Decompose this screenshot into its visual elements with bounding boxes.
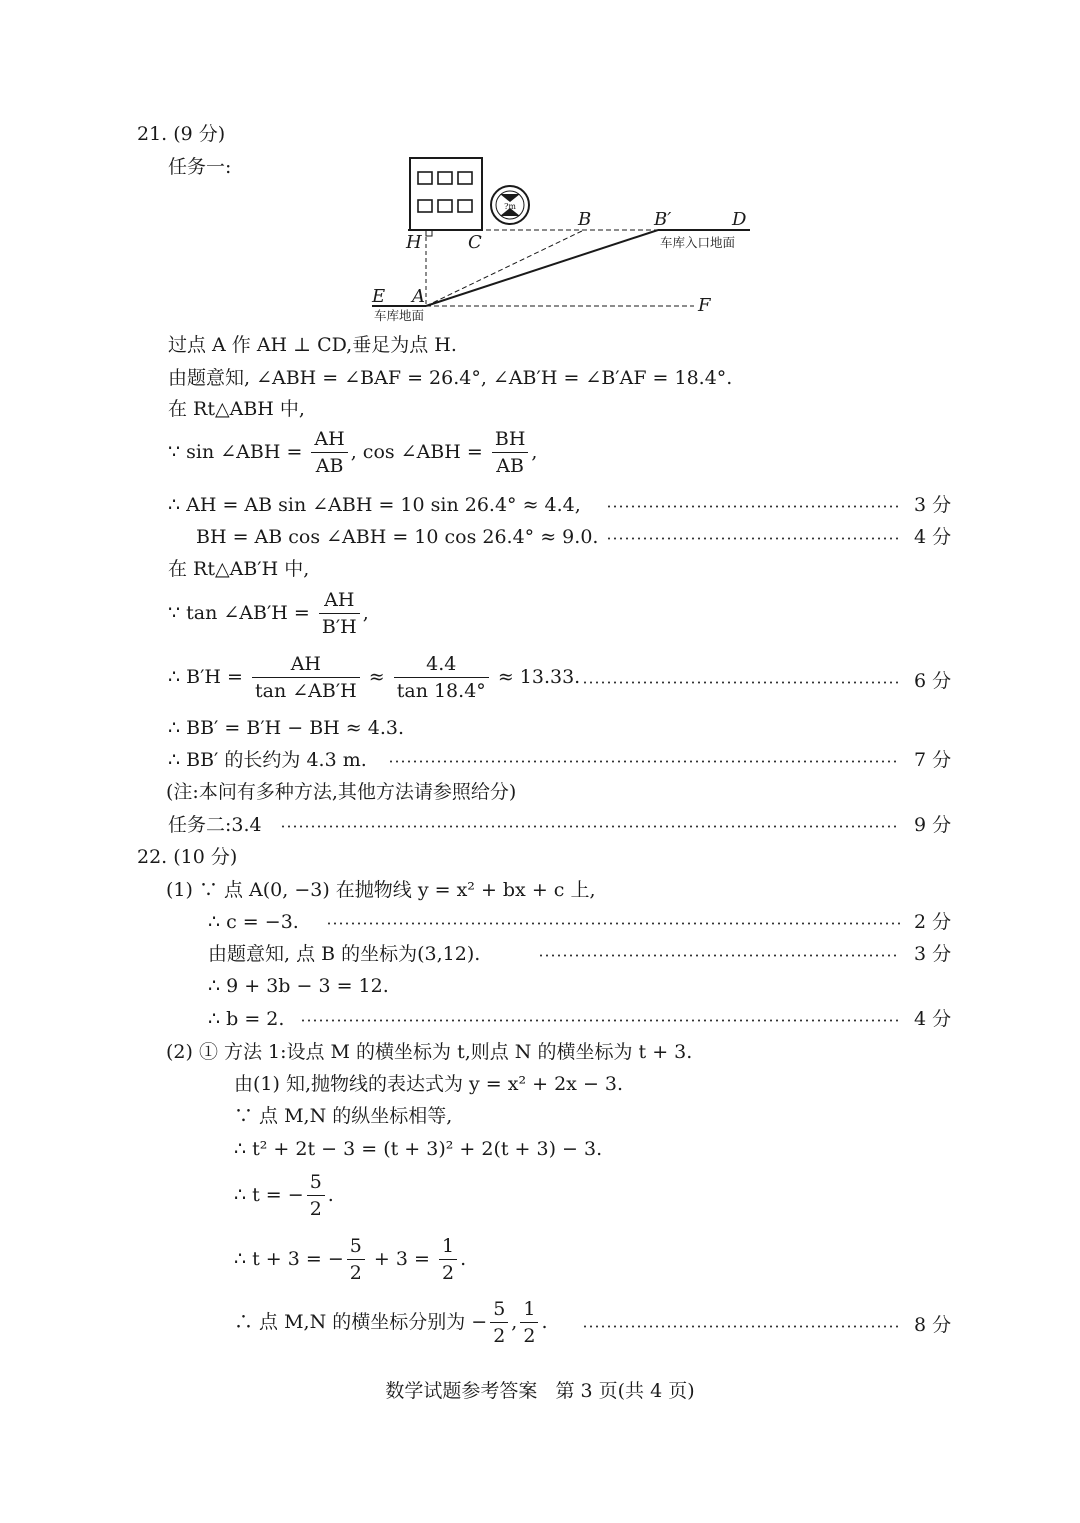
score-3b: 3 分 — [914, 943, 952, 965]
page-footer: 数学试题参考答案 第 3 页(共 4 页) — [385, 1380, 695, 1402]
q22-line9: ∴ t² + 2t − 3 = (t + 3)² + 2(t + 3) − 3. — [234, 1138, 603, 1160]
q22-line8: ∵ 点 M,N 的纵坐标相等, — [234, 1105, 453, 1127]
score-4: 4 分 — [914, 526, 952, 548]
q21-header: 21. (9 分) — [137, 123, 226, 145]
q22-line11 — [234, 1237, 466, 1283]
frac-num: 1 — [439, 1237, 457, 1260]
sign-label: ?m — [504, 202, 516, 211]
building — [410, 158, 482, 230]
q22-line11-a: ∴ t + 3 = − — [234, 1248, 344, 1270]
q22-line11-b: + 3 = — [373, 1248, 430, 1270]
q22-line5: ∴ b = 2. — [208, 1008, 285, 1030]
q21-note: (注:本问有多种方法,其他方法请参照给分) — [166, 781, 517, 803]
q21-line4 — [168, 430, 537, 476]
q21-line8-b: , — [362, 602, 369, 624]
fraction-ah-tan — [252, 655, 360, 701]
dot-leader — [300, 1019, 900, 1022]
label-c: C — [468, 232, 482, 253]
frac-num: AH — [311, 430, 347, 453]
frac-den: tan 18.4° — [396, 680, 486, 702]
score-9: 9 分 — [914, 814, 952, 836]
score-7: 7 分 — [914, 749, 952, 771]
frac-num: AH — [252, 655, 360, 678]
q22-line4: ∴ 9 + 3b − 3 = 12. — [208, 975, 389, 997]
fraction-ah-bprimeh — [319, 591, 360, 637]
fraction-5-2 — [307, 1173, 325, 1219]
q21-line11: ∴ BB′ 的长约为 4.3 m. — [168, 749, 367, 771]
q21-line8-a: ∵ tan ∠AB′H = — [168, 602, 310, 624]
score-3: 3 分 — [914, 494, 952, 516]
ramp-figure — [368, 150, 758, 322]
label-entrance-ground: 车库入口地面 — [660, 235, 736, 250]
height-sign-icon — [491, 186, 529, 224]
score-2: 2 分 — [914, 911, 952, 933]
q21-line10: ∴ BB′ = B′H − BH ≈ 4.3. — [168, 717, 404, 739]
dot-leader — [582, 1325, 900, 1328]
q22-line3: 由题意知, 点 B 的坐标为(3,12). — [208, 943, 481, 965]
fraction-1-2 — [520, 1300, 538, 1346]
q21-line3: 在 Rt△ABH 中, — [168, 398, 305, 420]
q22-line1: (1) ∵ 点 A(0, −3) 在抛物线 y = x² + bx + c 上, — [166, 879, 596, 901]
q22-line2: ∴ c = −3. — [208, 911, 299, 933]
q22-line10-b: . — [327, 1184, 334, 1206]
building-windows — [418, 172, 472, 212]
dot-leader — [606, 537, 900, 540]
q22-line10 — [234, 1173, 334, 1219]
score-6: 6 分 — [914, 670, 952, 692]
label-b: B — [578, 209, 592, 230]
fraction-ah-ab — [311, 430, 347, 476]
fraction-5-2 — [347, 1237, 365, 1283]
score-8: 8 分 — [914, 1314, 952, 1336]
frac-num: 4.4 — [394, 655, 489, 678]
q21-line9-c: ≈ 13.33. — [497, 666, 581, 688]
frac-den: B′H — [321, 616, 357, 638]
label-e: E — [372, 286, 386, 307]
q22-line11-c: . — [460, 1248, 467, 1270]
label-bprime: B′ — [654, 209, 672, 230]
fraction-5-2 — [490, 1300, 508, 1346]
score-4b: 4 分 — [914, 1008, 952, 1030]
q22-line12-c: . — [541, 1311, 548, 1333]
frac-den: 2 — [493, 1325, 506, 1347]
q21-line5: ∴ AH = AB sin ∠ABH = 10 sin 26.4° ≈ 4.4, — [168, 494, 581, 516]
q21-task1-label: 任务一: — [168, 156, 232, 178]
frac-num: 5 — [347, 1237, 365, 1260]
frac-num: 5 — [307, 1173, 325, 1196]
frac-num: 1 — [520, 1300, 538, 1323]
dot-leader — [538, 954, 900, 957]
label-garage-ground: 车库地面 — [374, 308, 425, 322]
dot-leader — [388, 760, 900, 763]
q21-task2: 任务二:3.4 — [168, 814, 262, 836]
frac-den: 2 — [309, 1198, 322, 1220]
q22-line7: 由(1) 知,抛物线的表达式为 y = x² + 2x − 3. — [234, 1073, 624, 1095]
q22-line12-b: , — [511, 1311, 518, 1333]
frac-den: 2 — [349, 1262, 362, 1284]
dot-leader — [280, 825, 900, 828]
dot-leader — [326, 922, 900, 925]
ramp-ab — [426, 230, 584, 306]
q21-line4-c: , — [531, 441, 538, 463]
q21-line7: 在 Rt△AB′H 中, — [168, 558, 310, 580]
frac-den: 2 — [441, 1262, 455, 1284]
q21-line4-a: ∵ sin ∠ABH = — [168, 441, 303, 463]
q22-line12-a: ∴ 点 M,N 的横坐标分别为 − — [234, 1311, 488, 1333]
frac-den: tan ∠AB′H — [254, 680, 357, 702]
q22-line10-a: ∴ t = − — [234, 1184, 304, 1206]
label-f: F — [698, 295, 711, 316]
q22-line12 — [234, 1300, 547, 1346]
q21-line9 — [168, 655, 580, 701]
q21-line9-a: ∴ B′H = — [168, 666, 243, 688]
dot-leader — [582, 681, 900, 684]
q21-line9-b: ≈ — [368, 666, 385, 688]
q22-header: 22. (10 分) — [137, 846, 238, 868]
q21-line6: BH = AB cos ∠ABH = 10 cos 26.4° ≈ 9.0. — [196, 526, 599, 548]
fraction-4-4-tan — [394, 655, 489, 701]
label-a: A — [412, 286, 425, 307]
q21-line2: 由题意知, ∠ABH = ∠BAF = 26.4°, ∠AB′H = ∠B′AF = 18.4°. — [168, 367, 733, 389]
frac-den: AB — [496, 455, 524, 477]
frac-num: 5 — [490, 1300, 508, 1323]
frac-num: AH — [319, 591, 360, 614]
frac-den: 2 — [523, 1325, 536, 1347]
frac-num: BH — [492, 430, 529, 453]
dot-leader — [606, 505, 900, 508]
label-d: D — [732, 209, 747, 230]
fraction-1-2 — [439, 1237, 457, 1283]
ramp-abprime — [426, 230, 658, 306]
q22-line6: (2) ① 方法 1:设点 M 的横坐标为 t,则点 N 的横坐标为 t + 3. — [166, 1041, 693, 1063]
fraction-bh-ab — [492, 430, 529, 476]
q21-line4-b: , cos ∠ABH = — [350, 441, 483, 463]
q21-line8 — [168, 591, 369, 637]
q21-line1: 过点 A 作 AH ⊥ CD,垂足为点 H. — [168, 334, 457, 356]
frac-den: AB — [315, 455, 344, 477]
label-h: H — [406, 232, 422, 253]
